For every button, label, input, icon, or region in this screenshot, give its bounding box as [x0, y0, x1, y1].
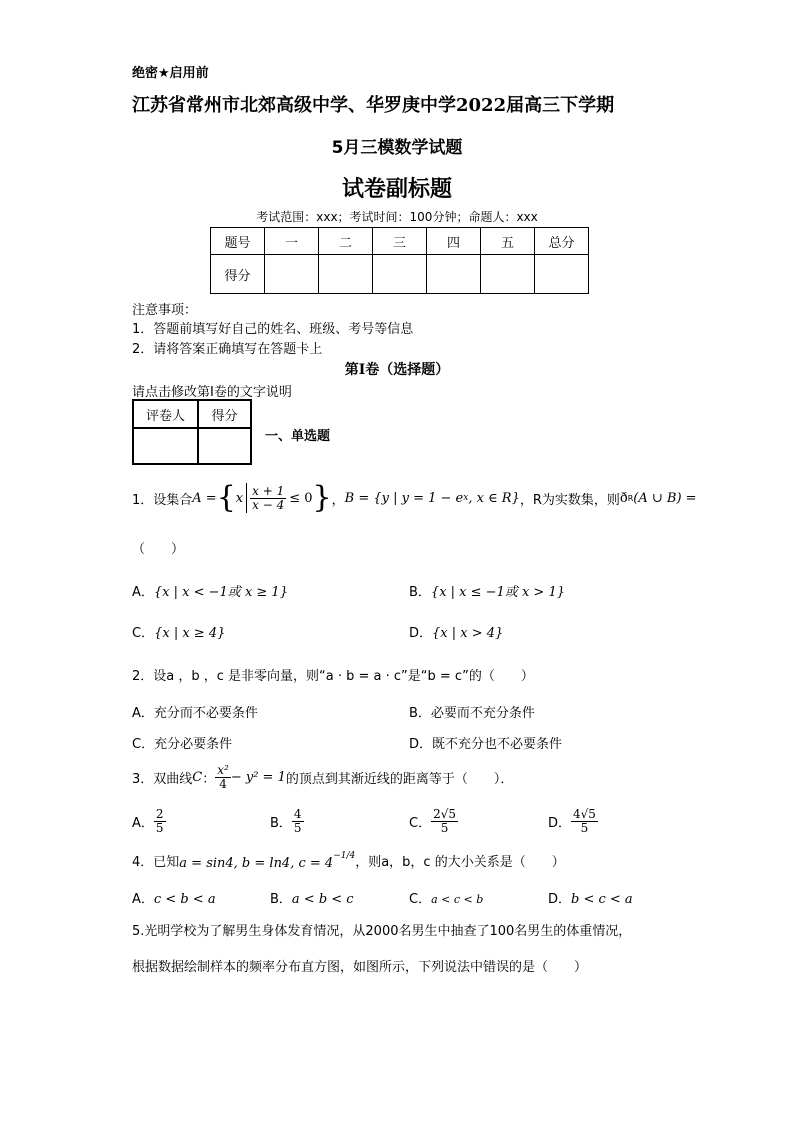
frac-num: 2	[155, 806, 164, 821]
option-text: a < b < c	[291, 892, 354, 907]
option-label: D．	[409, 626, 433, 641]
frac-num: 4	[293, 806, 302, 821]
volume-description: 请点击修改第I卷的文字说明	[132, 385, 292, 400]
q2-option-d[interactable]: D．既不充分也不必要条件	[409, 737, 563, 752]
q4-suffix: ，则a，b，c 的大小关系是（ ）	[355, 854, 565, 870]
exam-title-line1: 江苏省常州市北郊高级中学、华罗庚中学2022届高三下学期	[132, 95, 615, 116]
q3-equation-rest: − y² = 1	[230, 769, 286, 785]
q1-complement-sub: R	[627, 493, 634, 503]
exam-subtitle: 试卷副标题	[341, 177, 452, 202]
score-cell[interactable]	[427, 255, 481, 294]
score-cell[interactable]	[535, 255, 589, 294]
notes-title: 注意事项：	[132, 303, 198, 318]
option-label: C．	[409, 815, 432, 831]
q3-prefix: 3．双曲线	[132, 771, 193, 787]
q3-option-d[interactable]	[548, 804, 598, 838]
score-row-label: 得分	[211, 255, 265, 294]
q1-option-d[interactable]	[409, 622, 503, 641]
score-header-cell: 二	[319, 228, 373, 255]
score-header-cell: 三	[373, 228, 427, 255]
score-header-cell: 题号	[211, 228, 265, 255]
frac-den: 5	[155, 820, 164, 835]
q1-set-b-exp: x	[463, 493, 469, 503]
frac-num: 4√5	[573, 806, 596, 821]
option-label: B．	[270, 815, 292, 831]
grader-table	[132, 399, 252, 465]
frac-den: 5	[580, 820, 589, 835]
q4-option-d[interactable]	[548, 888, 633, 907]
option-label: D．	[548, 815, 572, 831]
q4-option-c[interactable]	[409, 888, 483, 907]
q1-answer-paren: （ ）	[132, 542, 185, 557]
grader-cell[interactable]	[133, 428, 198, 464]
option-label: B．	[270, 892, 292, 907]
q3-option-b[interactable]	[270, 804, 304, 838]
option-label: A．	[132, 815, 154, 831]
q3-curve-name: C	[192, 769, 203, 785]
option-fraction	[292, 808, 304, 834]
q4-exponent: −1/4	[333, 851, 356, 861]
option-text: {x | x > 4}	[432, 626, 504, 641]
score-cell[interactable]	[481, 255, 535, 294]
q3-frac-den: 4	[219, 776, 227, 791]
q1-set-b: B = {y | y = 1 − e	[344, 490, 464, 506]
q3-colon: ：	[202, 771, 216, 787]
q1-frac-den: x − 4	[252, 497, 285, 512]
q3-option-a[interactable]	[132, 804, 166, 838]
q3-option-c[interactable]	[409, 804, 458, 838]
question-2-stem: 2．设a ，b ，c 是非零向量，则“a · b = a · c”是“b = c”的（ ）	[132, 669, 534, 684]
part-title: 一、单选题	[265, 429, 331, 444]
score-header-cell: 五	[481, 228, 535, 255]
question-1-stem	[132, 478, 697, 518]
option-label: D．	[548, 892, 572, 907]
option-label: C．	[409, 892, 432, 907]
option-fraction	[154, 808, 166, 834]
volume-title: 第I卷（选择题）	[344, 362, 450, 378]
secret-label: 绝密★启用前	[132, 66, 209, 81]
grader-cell[interactable]	[198, 428, 251, 464]
q1-expression: (A ∪ B) =	[633, 490, 697, 506]
score-cell[interactable]	[319, 255, 373, 294]
frac-num: 2√5	[433, 806, 456, 821]
q1-set-a-label: A =	[192, 490, 217, 506]
score-cell[interactable]	[265, 255, 319, 294]
right-brace-icon: }	[312, 480, 332, 515]
left-brace-icon: {	[216, 480, 236, 515]
question-4-stem	[132, 848, 565, 872]
exam-info: 考试范围：xxx；考试时间：100分钟；命题人：xxx	[256, 210, 538, 224]
q1-fraction	[250, 485, 286, 511]
grader-header-cell: 评卷人	[133, 400, 198, 428]
q3-fraction	[215, 764, 231, 790]
q1-frac-num: x + 1	[252, 483, 285, 498]
option-label: B．	[409, 585, 431, 600]
q1-set-var: x	[235, 490, 244, 506]
option-text: {x | x ≥ 4}	[154, 626, 226, 641]
option-text: c < b < a	[153, 892, 216, 907]
option-text: {x | x < −1或 x ≥ 1}	[153, 585, 288, 600]
question-5-line2: 根据数据绘制样本的频率分布直方图，如图所示，下列说法中错误的是（ ）	[132, 960, 588, 975]
question-3-stem	[132, 760, 513, 794]
frac-den: 5	[293, 820, 302, 835]
q4-option-a[interactable]	[132, 888, 216, 907]
q2-option-b[interactable]: B．必要而不充分条件	[409, 706, 535, 721]
q4-prefix: 4．已知	[132, 854, 180, 870]
option-label: A．	[132, 585, 154, 600]
q1-option-a[interactable]	[132, 581, 288, 600]
option-text: a < c < b	[431, 893, 484, 906]
q1-comma: ，	[331, 492, 345, 508]
question-5-line1: 5.光明学校为了解男生身体发育情况，从2000名男生中抽查了100名男生的体重情况，	[132, 924, 632, 939]
score-cell[interactable]	[373, 255, 427, 294]
grader-header-cell: 得分	[198, 400, 251, 428]
set-bar-icon	[246, 483, 247, 513]
score-table	[210, 227, 589, 294]
q3-frac-num: x²	[217, 762, 229, 777]
option-label: A．	[132, 892, 154, 907]
option-text: {x | x ≤ −1或 x > 1}	[430, 585, 565, 600]
q1-mid-text: ，R为实数集，则	[519, 492, 620, 508]
q2-option-a[interactable]: A．充分而不必要条件	[132, 706, 258, 721]
q3-suffix: 的顶点到其渐近线的距离等于（ ）．	[285, 771, 514, 787]
frac-den: 5	[440, 820, 449, 835]
q1-ineq: ≤ 0	[289, 490, 313, 506]
option-label: C．	[132, 626, 155, 641]
notes-item: 2．请将答案正确填写在答题卡上	[132, 342, 323, 357]
q1-set-b-tail: , x ∈ R}	[468, 490, 520, 506]
option-text: b < c < a	[571, 892, 633, 907]
q1-option-c[interactable]	[132, 622, 225, 641]
q4-option-b[interactable]	[270, 888, 354, 907]
q1-prefix: 1．设集合	[132, 492, 193, 508]
score-header-cell: 一	[265, 228, 319, 255]
complement-symbol-icon: ð	[619, 490, 628, 506]
q1-option-b[interactable]	[409, 581, 565, 600]
q4-formula: a = sin4, b = ln4, c = 4	[179, 855, 334, 871]
score-header-cell: 总分	[535, 228, 589, 255]
option-fraction	[571, 808, 598, 834]
score-header-cell: 四	[427, 228, 481, 255]
q2-option-c[interactable]: C．充分必要条件	[132, 737, 233, 752]
option-fraction	[431, 808, 458, 834]
exam-title-line2: 5月三模数学试题	[331, 138, 463, 158]
notes-item: 1．答题前填写好自己的姓名、班级、考号等信息	[132, 322, 414, 337]
